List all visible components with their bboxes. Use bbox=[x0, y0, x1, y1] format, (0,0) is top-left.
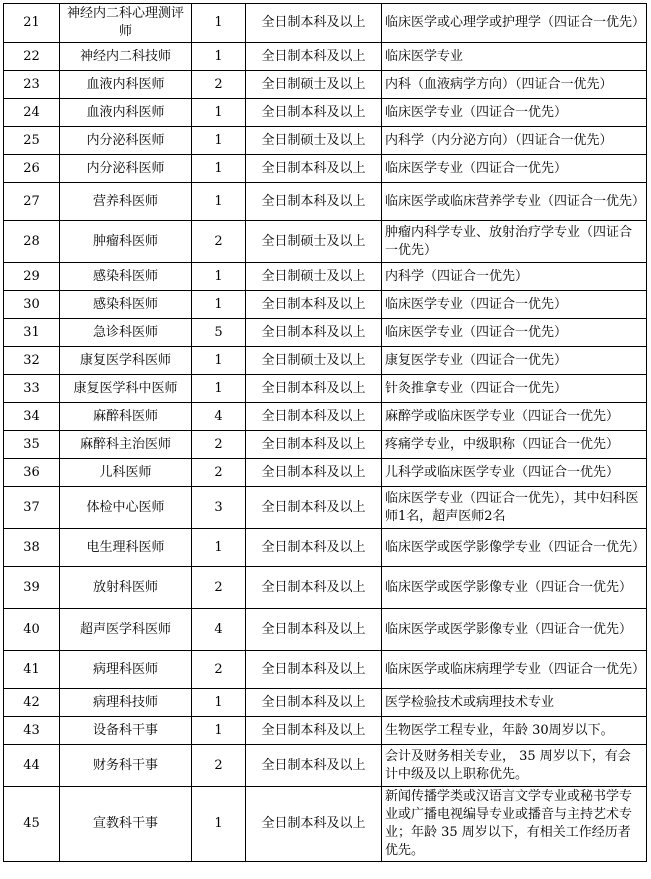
table-row bbox=[4, 609, 647, 651]
major-requirement: 临床医学或临床营养学专业（四证合一优先） bbox=[382, 183, 647, 221]
table-row bbox=[4, 567, 647, 609]
major-requirement: 麻醉学或临床医学专业（四证合一优先） bbox=[382, 403, 647, 431]
education-requirement: 全日制本科及以上 bbox=[246, 487, 382, 529]
hire-count: 2 bbox=[192, 431, 246, 459]
post-name: 麻醉科医师 bbox=[60, 403, 192, 431]
table-row bbox=[4, 651, 647, 689]
post-name: 体检中心医师 bbox=[60, 487, 192, 529]
table-row bbox=[4, 459, 647, 487]
post-name: 康复医学科中医师 bbox=[60, 375, 192, 403]
hire-count: 1 bbox=[192, 347, 246, 375]
major-requirement: 医学检验技术或病理技术专业 bbox=[382, 689, 647, 717]
post-name: 儿科医师 bbox=[60, 459, 192, 487]
education-requirement: 全日制本科及以上 bbox=[246, 689, 382, 717]
major-requirement: 疼痛学专业，中级职称（四证合一优先） bbox=[382, 431, 647, 459]
education-requirement: 全日制本科及以上 bbox=[246, 529, 382, 567]
row-number: 40 bbox=[4, 609, 60, 651]
table-row bbox=[4, 689, 647, 717]
table-row bbox=[4, 745, 647, 787]
hire-count: 2 bbox=[192, 71, 246, 99]
table-row bbox=[4, 787, 647, 862]
education-requirement: 全日制本科及以上 bbox=[246, 567, 382, 609]
hire-count: 1 bbox=[192, 43, 246, 71]
major-requirement: 肿瘤内科学专业、放射治疗学专业（四证合一优先） bbox=[382, 221, 647, 263]
row-number: 42 bbox=[4, 689, 60, 717]
hire-count: 4 bbox=[192, 609, 246, 651]
major-requirement: 儿科学或临床医学专业（四证合一优先） bbox=[382, 459, 647, 487]
hire-count: 2 bbox=[192, 651, 246, 689]
hire-count: 1 bbox=[192, 787, 246, 862]
table-row bbox=[4, 183, 647, 221]
row-number: 28 bbox=[4, 221, 60, 263]
row-number: 45 bbox=[4, 787, 60, 862]
table-row bbox=[4, 99, 647, 127]
education-requirement: 全日制本科及以上 bbox=[246, 403, 382, 431]
education-requirement: 全日制硕士及以上 bbox=[246, 263, 382, 291]
major-requirement: 临床医学或临床病理学专业（四证合一优先） bbox=[382, 651, 647, 689]
row-number: 25 bbox=[4, 127, 60, 155]
major-requirement: 临床医学专业 bbox=[382, 43, 647, 71]
row-number: 37 bbox=[4, 487, 60, 529]
education-requirement: 全日制本科及以上 bbox=[246, 319, 382, 347]
education-requirement: 全日制本科及以上 bbox=[246, 717, 382, 745]
education-requirement: 全日制本科及以上 bbox=[246, 4, 382, 43]
row-number: 29 bbox=[4, 263, 60, 291]
row-number: 33 bbox=[4, 375, 60, 403]
major-requirement: 内科学（内分泌方向）（四证合一优先） bbox=[382, 127, 647, 155]
post-name: 感染科医师 bbox=[60, 263, 192, 291]
major-requirement: 针灸推拿专业（四证合一优先） bbox=[382, 375, 647, 403]
row-number: 31 bbox=[4, 319, 60, 347]
major-requirement: 生物医学工程专业，年龄 30周岁以下。 bbox=[382, 717, 647, 745]
hire-count: 1 bbox=[192, 4, 246, 43]
major-requirement: 临床医学专业（四证合一优先） bbox=[382, 291, 647, 319]
hire-count: 1 bbox=[192, 291, 246, 319]
major-requirement: 内科（血液病学方向）（四证合一优先） bbox=[382, 71, 647, 99]
hire-count: 2 bbox=[192, 459, 246, 487]
major-requirement: 临床医学或医学影像专业（四证合一优先） bbox=[382, 609, 647, 651]
post-name: 放射科医师 bbox=[60, 567, 192, 609]
major-requirement: 新闻传播学类或汉语言文学专业或秘书学专业或广播电视编导专业或播音与主持艺术专业；年龄 35 周岁以下，有相关工作经历者优先。 bbox=[382, 787, 647, 862]
hire-count: 2 bbox=[192, 221, 246, 263]
education-requirement: 全日制本科及以上 bbox=[246, 43, 382, 71]
education-requirement: 全日制硕士及以上 bbox=[246, 347, 382, 375]
major-requirement: 临床医学或医学影像专业（四证合一优先） bbox=[382, 567, 647, 609]
hire-count: 1 bbox=[192, 99, 246, 127]
post-name: 宣教科干事 bbox=[60, 787, 192, 862]
education-requirement: 全日制本科及以上 bbox=[246, 459, 382, 487]
table-row bbox=[4, 717, 647, 745]
table-row bbox=[4, 221, 647, 263]
row-number: 24 bbox=[4, 99, 60, 127]
education-requirement: 全日制本科及以上 bbox=[246, 155, 382, 183]
post-name: 康复医学科医师 bbox=[60, 347, 192, 375]
table-row bbox=[4, 155, 647, 183]
table-body bbox=[4, 4, 647, 862]
row-number: 26 bbox=[4, 155, 60, 183]
hire-count: 2 bbox=[192, 745, 246, 787]
major-requirement: 康复医学专业（四证合一优先） bbox=[382, 347, 647, 375]
post-name: 营养科医师 bbox=[60, 183, 192, 221]
education-requirement: 全日制本科及以上 bbox=[246, 291, 382, 319]
table-row bbox=[4, 347, 647, 375]
education-requirement: 全日制硕士及以上 bbox=[246, 71, 382, 99]
row-number: 30 bbox=[4, 291, 60, 319]
row-number: 43 bbox=[4, 717, 60, 745]
table-row bbox=[4, 403, 647, 431]
education-requirement: 全日制硕士及以上 bbox=[246, 221, 382, 263]
table-row bbox=[4, 431, 647, 459]
hire-count: 1 bbox=[192, 263, 246, 291]
table-row bbox=[4, 4, 647, 43]
table-row bbox=[4, 263, 647, 291]
row-number: 38 bbox=[4, 529, 60, 567]
major-requirement: 临床医学专业（四证合一优先） bbox=[382, 155, 647, 183]
post-name: 神经内二科技师 bbox=[60, 43, 192, 71]
post-name: 电生理科医师 bbox=[60, 529, 192, 567]
row-number: 41 bbox=[4, 651, 60, 689]
hire-count: 1 bbox=[192, 717, 246, 745]
hire-count: 2 bbox=[192, 567, 246, 609]
hire-count: 1 bbox=[192, 155, 246, 183]
post-name: 财务科干事 bbox=[60, 745, 192, 787]
major-requirement: 内科学（四证合一优先） bbox=[382, 263, 647, 291]
hire-count: 1 bbox=[192, 183, 246, 221]
row-number: 44 bbox=[4, 745, 60, 787]
post-name: 肿瘤科医师 bbox=[60, 221, 192, 263]
major-requirement: 临床医学或医学影像学专业（四证合一优先） bbox=[382, 529, 647, 567]
hire-count: 3 bbox=[192, 487, 246, 529]
row-number: 34 bbox=[4, 403, 60, 431]
table-row bbox=[4, 375, 647, 403]
table-row bbox=[4, 291, 647, 319]
hire-count: 1 bbox=[192, 127, 246, 155]
post-name: 神经内二科心理测评师 bbox=[60, 4, 192, 43]
hire-count: 4 bbox=[192, 403, 246, 431]
table-row bbox=[4, 127, 647, 155]
education-requirement: 全日制硕士及以上 bbox=[246, 127, 382, 155]
major-requirement: 临床医学专业（四证合一优先），其中妇科医师1名，超声医师2名 bbox=[382, 487, 647, 529]
major-requirement: 临床医学或心理学或护理学（四证合一优先） bbox=[382, 4, 647, 43]
hire-count: 1 bbox=[192, 375, 246, 403]
post-name: 病理科医师 bbox=[60, 651, 192, 689]
table-row bbox=[4, 487, 647, 529]
post-name: 内分泌科医师 bbox=[60, 127, 192, 155]
row-number: 36 bbox=[4, 459, 60, 487]
post-name: 设备科干事 bbox=[60, 717, 192, 745]
post-name: 感染科医师 bbox=[60, 291, 192, 319]
post-name: 超声医学科医师 bbox=[60, 609, 192, 651]
hire-count: 5 bbox=[192, 319, 246, 347]
post-name: 急诊科医师 bbox=[60, 319, 192, 347]
education-requirement: 全日制本科及以上 bbox=[246, 745, 382, 787]
table-row bbox=[4, 319, 647, 347]
row-number: 35 bbox=[4, 431, 60, 459]
table-row bbox=[4, 71, 647, 99]
hire-count: 1 bbox=[192, 529, 246, 567]
post-name: 麻醉科主治医师 bbox=[60, 431, 192, 459]
post-name: 病理科技师 bbox=[60, 689, 192, 717]
row-number: 23 bbox=[4, 71, 60, 99]
row-number: 22 bbox=[4, 43, 60, 71]
major-requirement: 临床医学专业（四证合一优先） bbox=[382, 99, 647, 127]
hire-count: 1 bbox=[192, 689, 246, 717]
post-name: 血液内科医师 bbox=[60, 71, 192, 99]
education-requirement: 全日制本科及以上 bbox=[246, 99, 382, 127]
education-requirement: 全日制本科及以上 bbox=[246, 375, 382, 403]
row-number: 39 bbox=[4, 567, 60, 609]
post-name: 血液内科医师 bbox=[60, 99, 192, 127]
education-requirement: 全日制本科及以上 bbox=[246, 787, 382, 862]
education-requirement: 全日制本科及以上 bbox=[246, 431, 382, 459]
table-row bbox=[4, 43, 647, 71]
education-requirement: 全日制本科及以上 bbox=[246, 183, 382, 221]
row-number: 21 bbox=[4, 4, 60, 43]
recruitment-table bbox=[3, 3, 647, 862]
row-number: 27 bbox=[4, 183, 60, 221]
row-number: 32 bbox=[4, 347, 60, 375]
education-requirement: 全日制本科及以上 bbox=[246, 651, 382, 689]
post-name: 内分泌科医师 bbox=[60, 155, 192, 183]
education-requirement: 全日制本科及以上 bbox=[246, 609, 382, 651]
major-requirement: 临床医学专业（四证合一优先） bbox=[382, 319, 647, 347]
major-requirement: 会计及财务相关专业， 35 周岁以下，有会计中级及以上职称优先。 bbox=[382, 745, 647, 787]
table-row bbox=[4, 529, 647, 567]
